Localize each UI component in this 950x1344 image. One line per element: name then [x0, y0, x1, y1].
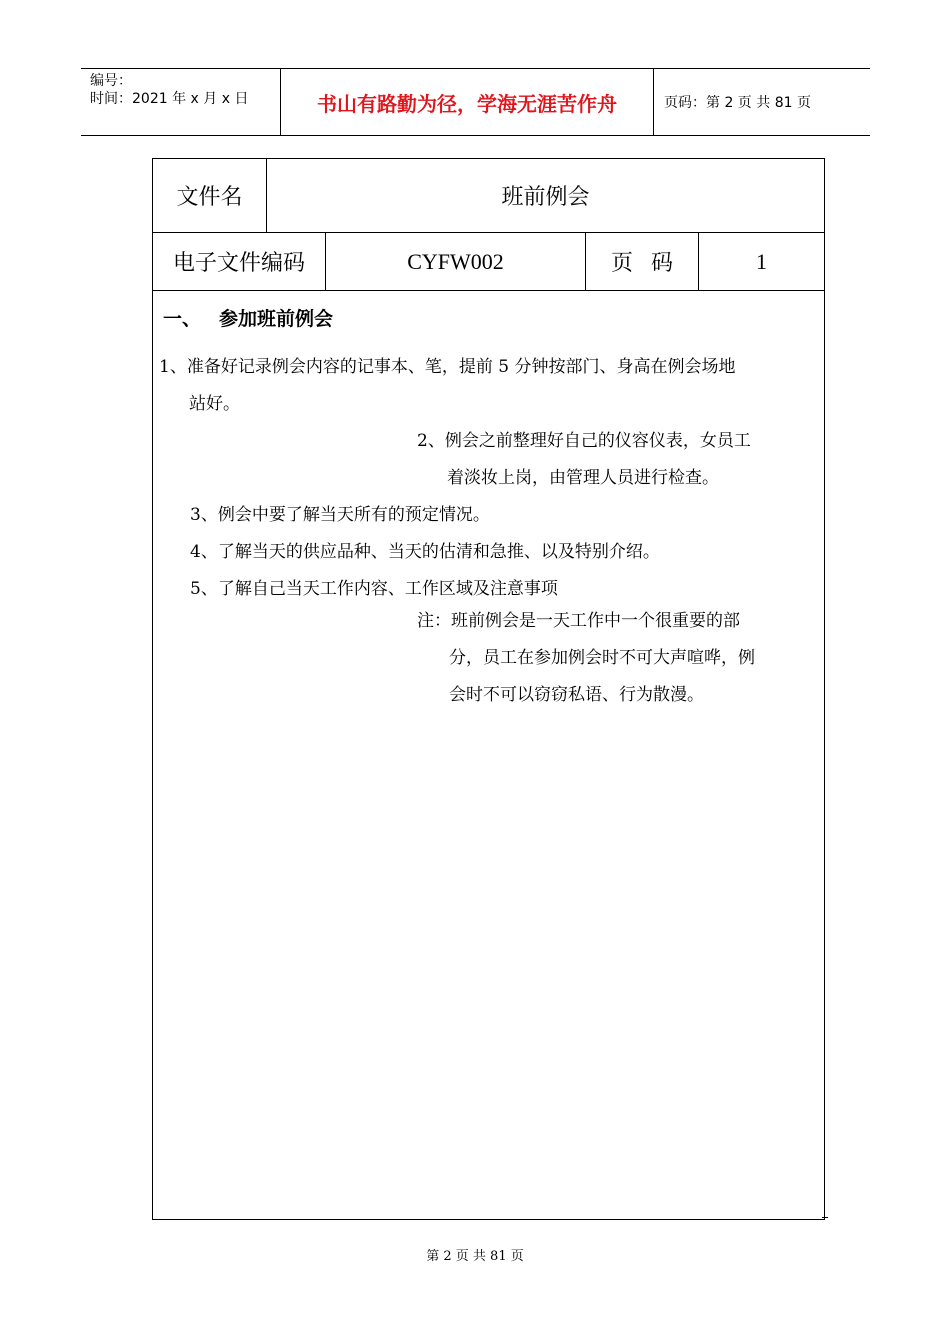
- list-item: [417, 423, 807, 497]
- code-value: CYFW002: [326, 233, 586, 290]
- document-form: [152, 158, 825, 1220]
- list-item: 3、例会中要了解当天所有的预定情况。: [190, 505, 490, 525]
- page-label: 页码: [586, 233, 699, 290]
- list-item: 5、了解自己当天工作内容、工作区域及注意事项: [190, 579, 558, 599]
- list-item: 4、了解当天的供应品种、当天的估清和急推、以及特别介绍。: [190, 542, 660, 562]
- filename-label: 文件名: [153, 159, 267, 232]
- list-item-line: 站好。: [189, 394, 240, 414]
- header-page-info: 页码：第 2 页 共 81 页: [664, 95, 811, 111]
- list-item: [159, 349, 809, 423]
- code-label: 电子文件编码: [153, 233, 326, 290]
- page-value: 1: [756, 248, 767, 274]
- page-header: [81, 68, 870, 136]
- note-line: 注：班前例会是一天工作中一个很重要的部: [417, 611, 740, 631]
- header-motto: 书山有路勤为径，学海无涯苦作舟: [281, 69, 654, 135]
- list-item-line: 着淡妆上岗，由管理人员进行检查。: [447, 468, 719, 488]
- list-item-line: 1、准备好记录例会内容的记事本、笔，提前 5 分钟按部门、身高在例会场地: [159, 357, 736, 377]
- filename-value: 班前例会: [501, 185, 590, 210]
- corner-mark: [822, 1217, 828, 1218]
- note-line: 会时不可以窃窃私语、行为散漫。: [449, 685, 704, 705]
- header-meta: [81, 69, 281, 135]
- section-heading: [163, 304, 333, 331]
- number-label: 编号：: [90, 73, 132, 89]
- list-item-line: 2、例会之前整理好自己的仪容仪表，女员工: [417, 431, 751, 451]
- page-footer: 第 2 页 共 81 页: [426, 1249, 524, 1264]
- code-row: [153, 233, 824, 291]
- section-number: 一、: [163, 308, 202, 330]
- section-title: 参加班前例会: [219, 308, 334, 330]
- note-line: 分，员工在参加例会时不可大声喧哗，例: [449, 648, 755, 668]
- note: [417, 603, 807, 714]
- time-label: 时间：2021 年 x 月 x 日: [90, 91, 249, 107]
- filename-row: [153, 159, 824, 233]
